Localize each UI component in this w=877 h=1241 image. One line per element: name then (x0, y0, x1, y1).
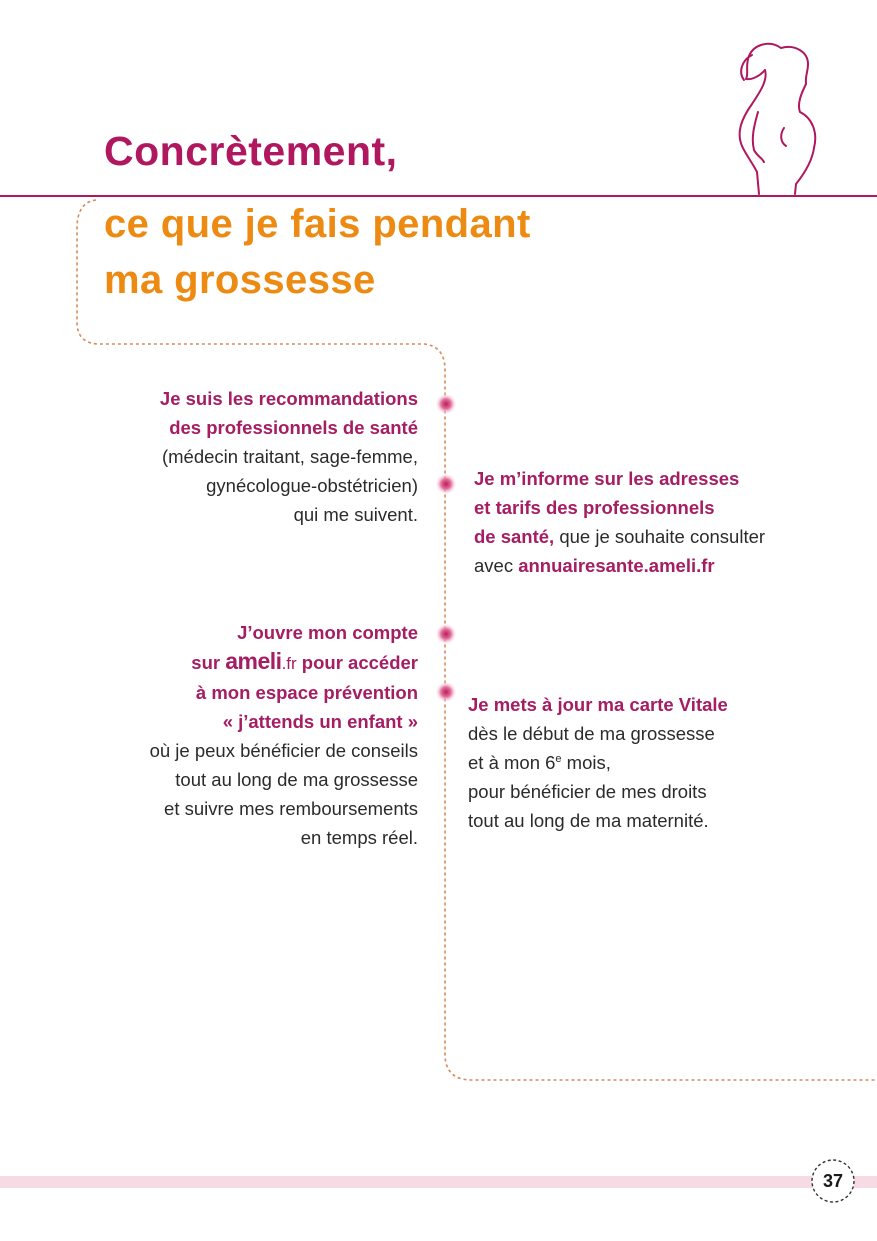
carte-vitale-block (468, 690, 728, 835)
block-heading: « j’attends un enfant » (222, 711, 418, 732)
ameli-logo-suffix: .fr (281, 654, 297, 673)
bullet-dot (435, 473, 457, 495)
block-text: où je peux bénéficier de conseils (149, 740, 418, 761)
block-heading: sur ameli.fr pour accéder (191, 648, 418, 674)
page-number: 37 (822, 1171, 844, 1191)
page-title-line-2: ce que je fais pendant (104, 202, 531, 246)
pregnant-woman-icon (740, 44, 816, 194)
block-text: et à mon 6e mois, (468, 752, 611, 773)
block-text: de santé, que je souhaite consulter (474, 526, 766, 547)
block-text: pour bénéficier de mes droits (468, 781, 707, 802)
block-heading: des professionnels de santé (169, 417, 418, 438)
block-text: tout au long de ma maternité. (468, 810, 709, 831)
block-heading: Je suis les recommandations (159, 388, 418, 409)
page-title-line-1: Concrètement, (104, 128, 398, 174)
page-title-line-3: ma grossesse (104, 258, 376, 302)
block-heading: à mon espace prévention (195, 682, 418, 703)
footer-band (0, 1176, 877, 1188)
bullet-dot (435, 681, 457, 703)
block-text: en temps réel. (300, 827, 418, 848)
ameli-logo: ameli (225, 648, 282, 674)
bullet-dot (435, 393, 457, 415)
block-text: avec annuairesante.ameli.fr (474, 555, 715, 576)
block-text: tout au long de ma grossesse (175, 769, 418, 790)
recommendations-block (160, 384, 418, 529)
block-text: qui me suivent. (293, 504, 418, 525)
block-text: gynécologue-obstétricien) (206, 475, 418, 496)
block-heading: Je mets à jour ma carte Vitale (468, 694, 728, 715)
block-heading: et tarifs des professionnels (474, 497, 715, 518)
block-text: (médecin traitant, sage-femme, (161, 446, 418, 467)
ameli-account-block (150, 618, 418, 852)
block-text: et suivre mes remboursements (164, 798, 418, 819)
professionals-info-block (474, 464, 765, 580)
bullet-dot (435, 623, 457, 645)
block-heading: Je m’informe sur les adresses (474, 468, 740, 489)
block-text: dès le début de ma grossesse (468, 723, 715, 744)
page-title-subtitle (104, 196, 531, 308)
annuaire-sante-link[interactable]: annuairesante.ameli.fr (518, 555, 715, 576)
block-heading: J’ouvre mon compte (237, 622, 418, 643)
